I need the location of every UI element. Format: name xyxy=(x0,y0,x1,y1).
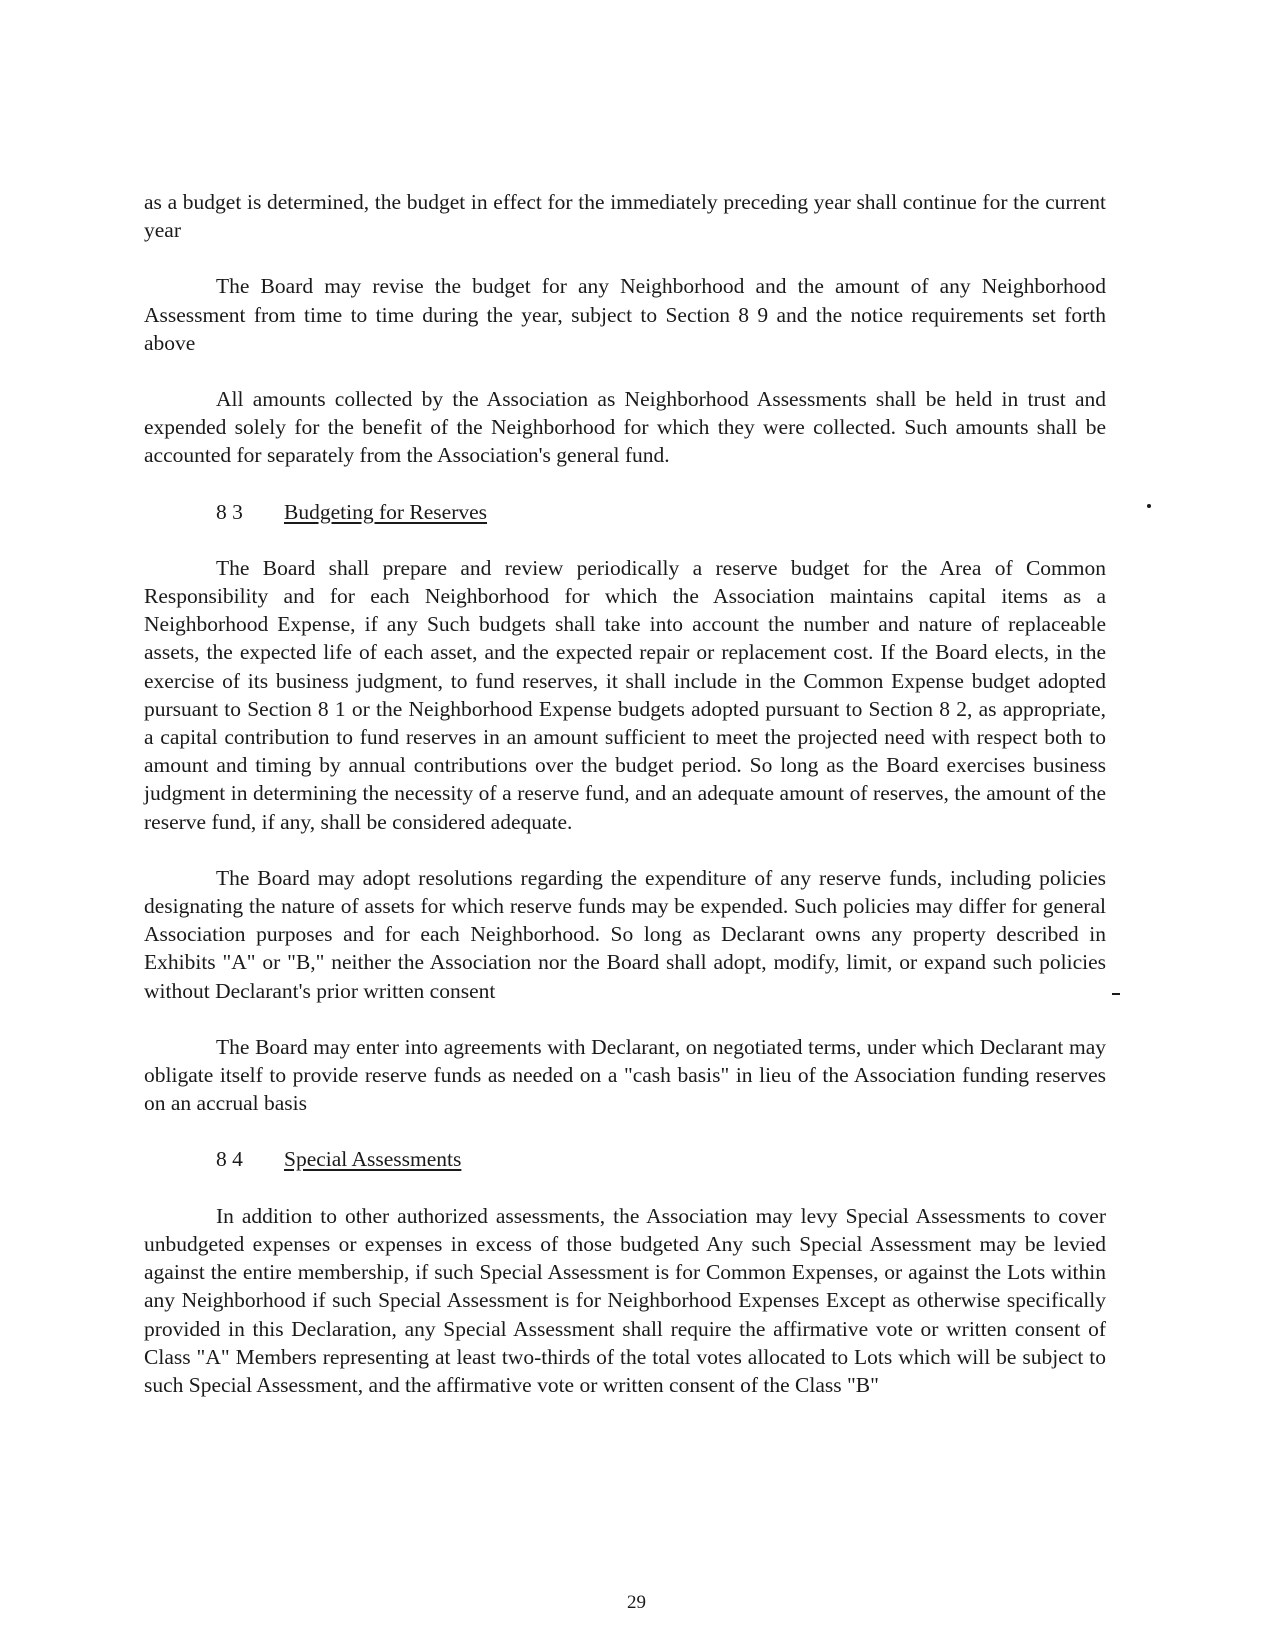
paragraph-reserve-budget: The Board shall prepare and review periodically a reserve budget for the Area of Common Responsibility and for each Neighborhood for which the Association maintains capital items as a Neighborhood Expense, if any Such budgets shall take into account the number and nature of replaceable assets, the expected life of each asset, and the expected repair or replacement cost. If the Board elects, in the exercise of its business judgment, to fund reserves, it shall include in the Common Expense budget adopted pursuant to Section 8 1 or the Neighborhood Expense budgets adopted pursuant to Section 8 2, as appropriate, a capital contribution to fund reserves in an amount sufficient to meet the projected need with respect both to amount and timing by annual contributions over the budget period. So long as the Board exercises business judgment in determining the necessity of a reserve fund, and an adequate amount of reserves, the amount of the reserve fund, if any, shall be considered adequate. xyxy=(144,555,1106,834)
section-heading-8-4 xyxy=(144,1145,1106,1173)
document-page xyxy=(144,188,1106,1427)
section-number: 8 3 xyxy=(216,499,243,524)
page-number: 29 xyxy=(627,1592,646,1613)
section-heading-8-3 xyxy=(144,498,1106,526)
section-title: Budgeting for Reserves xyxy=(284,499,488,524)
scan-mark xyxy=(1112,993,1120,995)
paragraph-reserve-policies: The Board may adopt resolutions regarding the expenditure of any reserve funds, including policies designating the nature of assets for which reserve funds may be expended. Such policies may differ for general Association purposes and for each Neighborhood. So long as Declarant owns any property described in Exhibits "A" or "B," neither the Association nor the Board shall adopt, modify, limit, or expand such policies without Declarant's prior written consent xyxy=(144,865,1106,1003)
paragraph-budget-revision: The Board may revise the budget for any Neighborhood and the amount of any Neighborhood Assessment from time to time during the year, subject to Section 8 9 and the notice requirements set forth above xyxy=(144,274,1106,355)
paragraph-special-assessments: In addition to other authorized assessments, the Association may levy Special Assessments to cover unbudgeted expenses or expenses in excess of those budgeted Any such Special Assessment may be levied against the entire membership, if such Special Assessment is for Common Expenses, or against the Lots within any Neighborhood if such Special Assessment is for Neighborhood Expenses Except as otherwise specifically provided in this Declaration, any Special Assessment shall require the affirmative vote or written consent of Class "A" Members representing at least two-thirds of the total votes allocated to Lots which will be subject to such Special Assessment, and the affirmative vote or written consent of the Class "B" xyxy=(144,1203,1106,1397)
paragraph-budget-carryover: as a budget is determined, the budget in effect for the immediately preceding year shall continue for the current year xyxy=(144,190,1106,243)
section-title: Special Assessments xyxy=(284,1147,462,1172)
scan-speck xyxy=(1147,504,1151,508)
paragraph-neighborhood-funds: All amounts collected by the Association as Neighborhood Assessments shall be held in trust and expended solely for the benefit of the Neighborhood for which they were collected. Such amounts shall be accounted for separately from the Association's general fund. xyxy=(144,387,1106,468)
section-number: 8 4 xyxy=(216,1147,243,1172)
paragraph-declarant-agreements: The Board may enter into agreements with Declarant, on negotiated terms, under which Declarant may obligate itself to provide reserve funds as needed on a "cash basis" in lieu of the Association funding reserves on an accrual basis xyxy=(144,1034,1106,1116)
